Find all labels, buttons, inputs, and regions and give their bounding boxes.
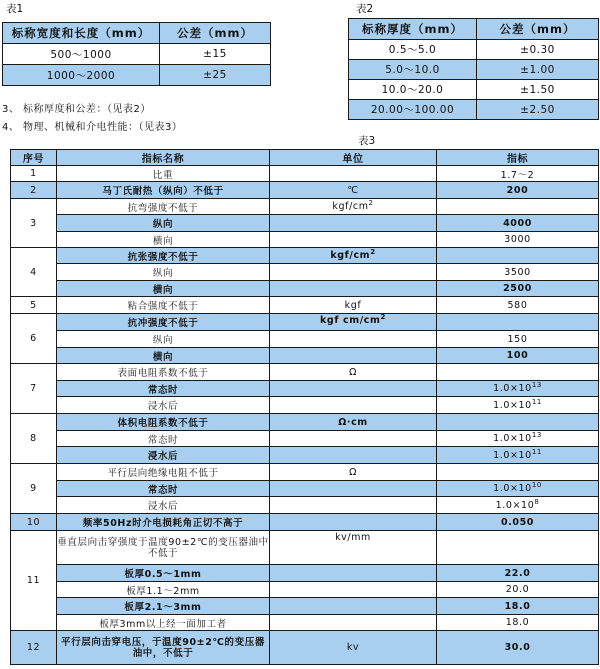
- value: 4000: [437, 215, 599, 232]
- table2-cell: 20.00～100.00: [349, 100, 477, 120]
- property-name: 表面电阻系数不低于: [57, 364, 270, 381]
- sub-condition: 常态时: [57, 381, 270, 397]
- value: [437, 381, 599, 397]
- value: [437, 314, 599, 331]
- table2-cell: 10.0～20.0: [349, 80, 477, 100]
- unit: Ω·cm: [270, 414, 437, 431]
- sub-condition: 常态时: [57, 481, 270, 497]
- unit-text: kgf/cm: [332, 201, 369, 212]
- table1-caption: 表1: [6, 3, 24, 15]
- unit: [270, 166, 437, 182]
- row-number: 9: [11, 464, 57, 514]
- table2-cell: ±1.00: [477, 60, 599, 80]
- value-exponent: 13: [531, 431, 542, 439]
- sub-condition: 浸水后: [57, 497, 270, 514]
- unit: [270, 397, 437, 414]
- value: 3500: [437, 264, 599, 281]
- table3-header: 指标名称: [57, 150, 270, 166]
- table1-cell: ±25: [160, 65, 271, 86]
- row-number: 4: [11, 248, 57, 297]
- sub-condition: 板厚3mm以上经一面加工者: [57, 615, 270, 631]
- sub-condition: 浸水后: [57, 447, 270, 464]
- property-name: 垂直层向击穿强度于温度90±2℃的变压器油中不低于: [57, 531, 270, 565]
- value: 18.0: [437, 598, 599, 615]
- property-name: 比重: [57, 166, 270, 182]
- table1-header: 公差（mm）: [160, 23, 271, 44]
- row-number: 2: [11, 182, 57, 199]
- unit: kgf: [270, 297, 437, 314]
- row-number: 6: [11, 314, 57, 364]
- sub-condition: 纵向: [57, 264, 270, 281]
- unit: [270, 497, 437, 514]
- unit-exponent: 2: [380, 313, 386, 321]
- value-base: 1.0×10: [493, 399, 532, 411]
- value: [437, 364, 599, 381]
- unit: [270, 264, 437, 281]
- value: 18.0: [437, 615, 599, 631]
- table1: [2, 22, 271, 86]
- property-name: 马丁氏耐热（纵向）不低于: [57, 182, 270, 199]
- unit: [270, 248, 437, 264]
- value: [437, 431, 599, 447]
- unit-exponent: 2: [370, 248, 376, 256]
- value: [437, 248, 599, 264]
- value-exponent: 13: [531, 381, 542, 389]
- value: 150: [437, 331, 599, 348]
- value: [437, 497, 599, 514]
- table2-cell: ±1.50: [477, 80, 599, 100]
- table3: [10, 149, 599, 665]
- table3-header: 单位: [270, 150, 437, 166]
- unit: [270, 565, 437, 582]
- value: [437, 397, 599, 414]
- table2-caption: 表2: [356, 3, 374, 15]
- value: 3000: [437, 232, 599, 248]
- property-name: 抗弯强度不低于: [57, 199, 270, 215]
- value-base: 1.0×10: [493, 433, 532, 444]
- property-name: 平行层向绝缘电阻不低于: [57, 464, 270, 481]
- unit: Ω: [270, 364, 437, 381]
- value: 1.7～2: [437, 166, 599, 182]
- value: [437, 531, 599, 565]
- table3-header: 序号: [11, 150, 57, 166]
- sub-condition: 常态时: [57, 431, 270, 447]
- table3-caption: 表3: [358, 135, 376, 147]
- table1-cell: 500～1000: [3, 44, 160, 65]
- unit: [270, 431, 437, 447]
- property-name: 粘合强度不低于: [57, 297, 270, 314]
- unit-exponent: 2: [368, 199, 374, 207]
- note-thickness: 3、 标称厚度和公差：（见表2）: [2, 104, 151, 115]
- sub-condition: 横向: [57, 232, 270, 248]
- value: 22.0: [437, 565, 599, 582]
- sub-condition: 纵向: [57, 331, 270, 348]
- table2-cell: ±2.50: [477, 100, 599, 120]
- property-name: 抗冲强度不低于: [57, 314, 270, 331]
- unit: [270, 314, 437, 331]
- sub-condition: 板厚2.1～3mm: [57, 598, 270, 615]
- value: 2500: [437, 281, 599, 297]
- table2-cell: 0.5～5.0: [349, 40, 477, 60]
- unit: [270, 598, 437, 615]
- value-base: 1.0×10: [493, 483, 532, 494]
- table1-header: 标称宽度和长度（mm）: [3, 23, 160, 44]
- unit: [270, 447, 437, 464]
- value-exponent: 11: [531, 397, 542, 406]
- unit-text: kgf/cm: [330, 250, 371, 261]
- row-number: 5: [11, 297, 57, 314]
- unit: [270, 381, 437, 397]
- value-base: 1.0×10: [493, 449, 532, 461]
- note-properties: 4、 物理、机械和介电性能：（见表3）: [2, 122, 183, 133]
- value-exponent: 10: [531, 481, 542, 489]
- row-number: 10: [11, 514, 57, 531]
- sub-condition: 纵向: [57, 215, 270, 232]
- unit: [270, 232, 437, 248]
- unit: kv/mm: [270, 531, 437, 565]
- sub-condition: 横向: [57, 281, 270, 297]
- property-name: 抗张强度不低于: [57, 248, 270, 264]
- unit: [270, 281, 437, 297]
- value-exponent: 11: [531, 447, 542, 456]
- table2-cell: 5.0～10.0: [349, 60, 477, 80]
- value: 580: [437, 297, 599, 314]
- value: [437, 199, 599, 215]
- value: [437, 464, 599, 481]
- sub-condition: 板厚1.1～2mm: [57, 582, 270, 598]
- unit: Ω: [270, 464, 437, 481]
- value: 100: [437, 348, 599, 364]
- value: [437, 447, 599, 464]
- unit: [270, 615, 437, 631]
- unit: [270, 215, 437, 232]
- unit: [270, 582, 437, 598]
- table1-cell: 1000～2000: [3, 65, 160, 86]
- row-number: 12: [11, 631, 57, 665]
- property-name: 体积电阻系数不低于: [57, 414, 270, 431]
- table3-header: 指标: [437, 150, 599, 166]
- table2: [348, 18, 599, 120]
- table1-cell: ±15: [160, 44, 271, 65]
- value: 200: [437, 182, 599, 199]
- row-number: 8: [11, 414, 57, 464]
- table2-header: 公差（mm）: [477, 19, 599, 40]
- sub-condition: 浸水后: [57, 397, 270, 414]
- value-base: 1.0×10: [495, 499, 535, 511]
- unit: kv: [270, 631, 437, 665]
- row-number: 11: [11, 531, 57, 631]
- unit: [270, 348, 437, 364]
- unit: [270, 331, 437, 348]
- sub-condition: 板厚0.5～1mm: [57, 565, 270, 582]
- table2-header: 标称厚度（mm）: [349, 19, 477, 40]
- value: 30.0: [437, 631, 599, 665]
- row-number: 7: [11, 364, 57, 414]
- value: [437, 414, 599, 431]
- row-number: 3: [11, 199, 57, 248]
- unit: [270, 481, 437, 497]
- unit: [270, 199, 437, 215]
- sub-condition: 横向: [57, 348, 270, 364]
- unit: ℃: [270, 182, 437, 199]
- property-name: 频率50Hz时介电损耗角正切不高于: [57, 514, 270, 531]
- value: 20.0: [437, 582, 599, 598]
- unit-text: kgf cm/cm: [320, 315, 381, 326]
- unit: [270, 514, 437, 531]
- row-number: 1: [11, 166, 57, 182]
- property-name: 平行层向击穿电压，于温度90±2℃的变压器油中，不低于: [57, 631, 270, 665]
- value: 0.050: [437, 514, 599, 531]
- value-exponent: 8: [534, 497, 540, 506]
- value-base: 1.0×10: [493, 383, 532, 394]
- table2-cell: ±0.30: [477, 40, 599, 60]
- value: [437, 481, 599, 497]
